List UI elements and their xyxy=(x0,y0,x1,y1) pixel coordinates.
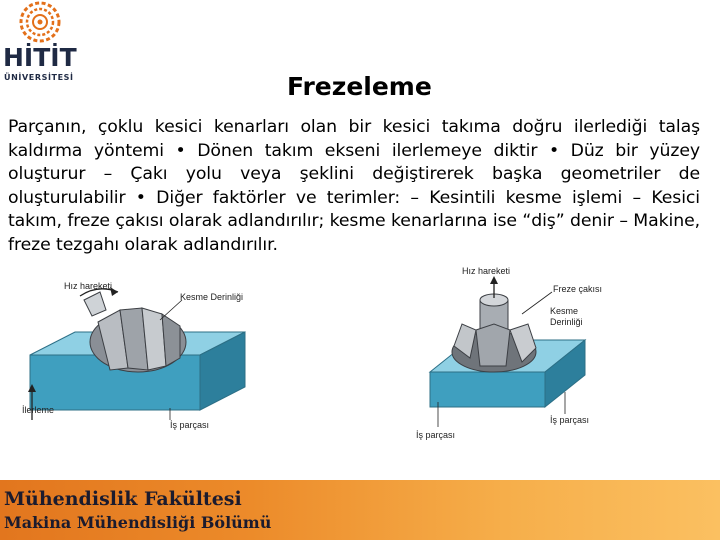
label-speed-right: Hız hareketi xyxy=(462,266,511,276)
label-depth-2: Derinliği xyxy=(550,317,583,327)
label-feed: İlerleme xyxy=(22,405,55,415)
label-depth-1: Kesme xyxy=(550,306,579,316)
face-mill-cutter-icon xyxy=(452,294,536,372)
logo-subtitle: ÜNİVERSİTESİ xyxy=(4,73,74,82)
university-logo xyxy=(0,0,100,92)
logo-name: HİTİT xyxy=(3,43,77,72)
footer-faculty: Mühendislik Fakültesi xyxy=(4,488,242,510)
footer-department: Makina Mühendisliği Bölümü xyxy=(4,513,272,532)
face-milling-figure xyxy=(410,262,610,442)
label-workpiece-right: İş parçası xyxy=(550,415,590,425)
slide-title: Frezeleme xyxy=(287,72,432,101)
helical-cutter-icon xyxy=(84,292,186,372)
label-workpiece: İş parçası xyxy=(170,420,210,430)
logo-emblem-icon xyxy=(21,3,59,41)
label-workpiece-left: İş parçası xyxy=(416,430,456,440)
label-cutter: Freze çakısı xyxy=(553,284,603,294)
peripheral-milling-figure xyxy=(20,270,250,450)
label-depth: Kesme Derinliği xyxy=(180,292,244,302)
label-speed: Hız hareketi xyxy=(64,281,113,291)
slide-body-text: Parçanın, çoklu kesici kenarları olan bir kesici takıma doğru ilerlediği talaş kaldırma yöntemi • Dönen takım ekseni ilerlemeye diktir • Düz bir yüzey oluşturur – Çakı yolu veya şeklini değiştirerek başka geometriler de oluşturulabilir • Diğer faktörler ve terimler: – Kesintili kesme işlemi – Kesici takım, freze çakısı olarak adlandırılır; kesme kenarlarına ise “diş” denir – Makine, freze tezgahı olarak adlandırılır. xyxy=(8,117,700,255)
